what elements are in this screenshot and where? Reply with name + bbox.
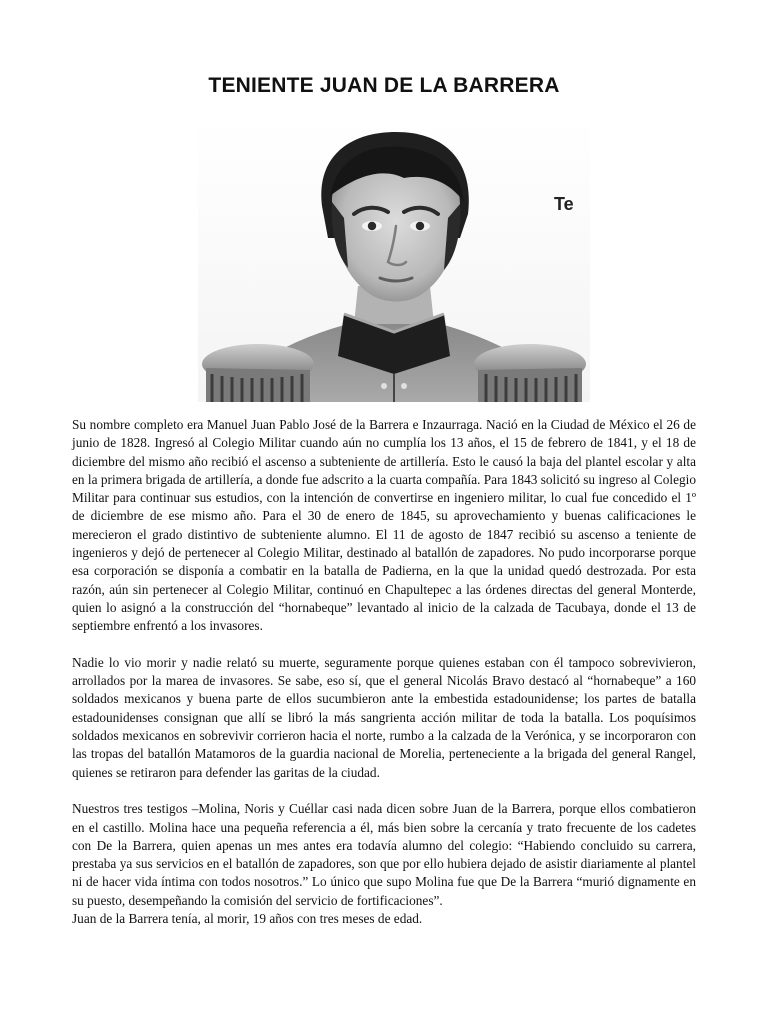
left-epaulette <box>202 344 314 402</box>
portrait-image <box>198 118 590 402</box>
portrait-caption-fragment: Te <box>554 194 574 214</box>
paragraph-death: Nadie lo vio morir y nadie relató su muerte, seguramente porque quienes estaban con él tampoco sobrevivieron, arrollados por la marea de invasores. Se sabe, eso sí, que el general Nicolás Bravo destacó al “hornabeque” a 160 soldados mexicanos y buena parte de ellos sucumbieron ante la embestida estadounidense; los partes de batalla estadounidenses consignan que allí se libró la más sangrienta acción militar de toda la batalla. Los poquísimos soldados mexicanos en sobrevivir corrieron hacia el norte, rumbo a la calzada de la Verónica, y se incorporaron con las tropas del batallón Matamoros de la guardia nacional de Morelia, perteneciente a la brigada del general Rangel, quienes se retiraron para defender las garitas de la ciudad. <box>72 654 696 780</box>
article-body <box>72 416 696 928</box>
paragraph-witnesses: Nuestros tres testigos –Molina, Noris y Cuéllar casi nada dicen sobre Juan de la Barrera, porque ellos combatieron en el castillo. Molina hace una pequeña referencia a él, más bien sobre la cercanía y trato frecuente de los cadetes con De la Barrera, quien apenas un mes antes era todavía alumno del colegio: “Habiendo concluido su carrera, prestaba ya sus servicios en el batallón de zapadores, son que por ello hubiera dejado de asistir diariamente al plantel ni de hacer vida íntima con todos nosotros.” Lo único que supo Molina fue que De la Barrera “murió dignamente en su puesto, desempeñando la comisión del servicio de fortificaciones”. <box>72 801 696 908</box>
page-title: TENIENTE JUAN DE LA BARRERA <box>208 74 560 97</box>
paragraph-biography: Su nombre completo era Manuel Juan Pablo José de la Barrera e Inzaurraga. Nació en la Ciudad de México el 26 de junio de 1828. Ingresó al Colegio Militar cuando aún no cumplía los 13 años, el 15 de febrero de 1841, y el 18 de diciembre del mismo año recibió el ascenso a subteniente de artillería. Esto le causó la baja del plantel escolar y alta en la primera brigada de artillería, a donde fue adscrito a la cuarta compañía. Para 1843 solicitó su ingreso al Colegio Militar para continuar sus estudios, con la intención de convertirse en ingeniero militar, lo cual fue concedido el 1º de diciembre de ese mismo año. Para el 30 de enero de 1845, su aprovechamiento y buenas calificaciones le merecieron el grado distintivo de subteniente alumno. El 11 de agosto de 1847 recibió su ascenso a teniente de ingenieros y dejó de pertenecer al Colegio Militar, destinado al batallón de zapadores. No pudo incorporarse porque esa corporación se disponía a combatir en la batalla de Padierna, en la que la unidad quedó destrozada. Por esta razón, aún sin pertenecer al Colegio Militar, continuó en Chapultepec a las órdenes directas del general Monterde, quien lo asignó a la construcción del “hornabeque” levantado al inicio de la calzada de Tacubaya, donde el 13 de septiembre enfrentó a los invasores. <box>72 417 696 634</box>
right-epaulette <box>474 344 586 402</box>
portrait-illustration <box>198 118 590 402</box>
closing-line: Juan de la Barrera tenía, al morir, 19 años con tres meses de edad. <box>72 911 423 927</box>
